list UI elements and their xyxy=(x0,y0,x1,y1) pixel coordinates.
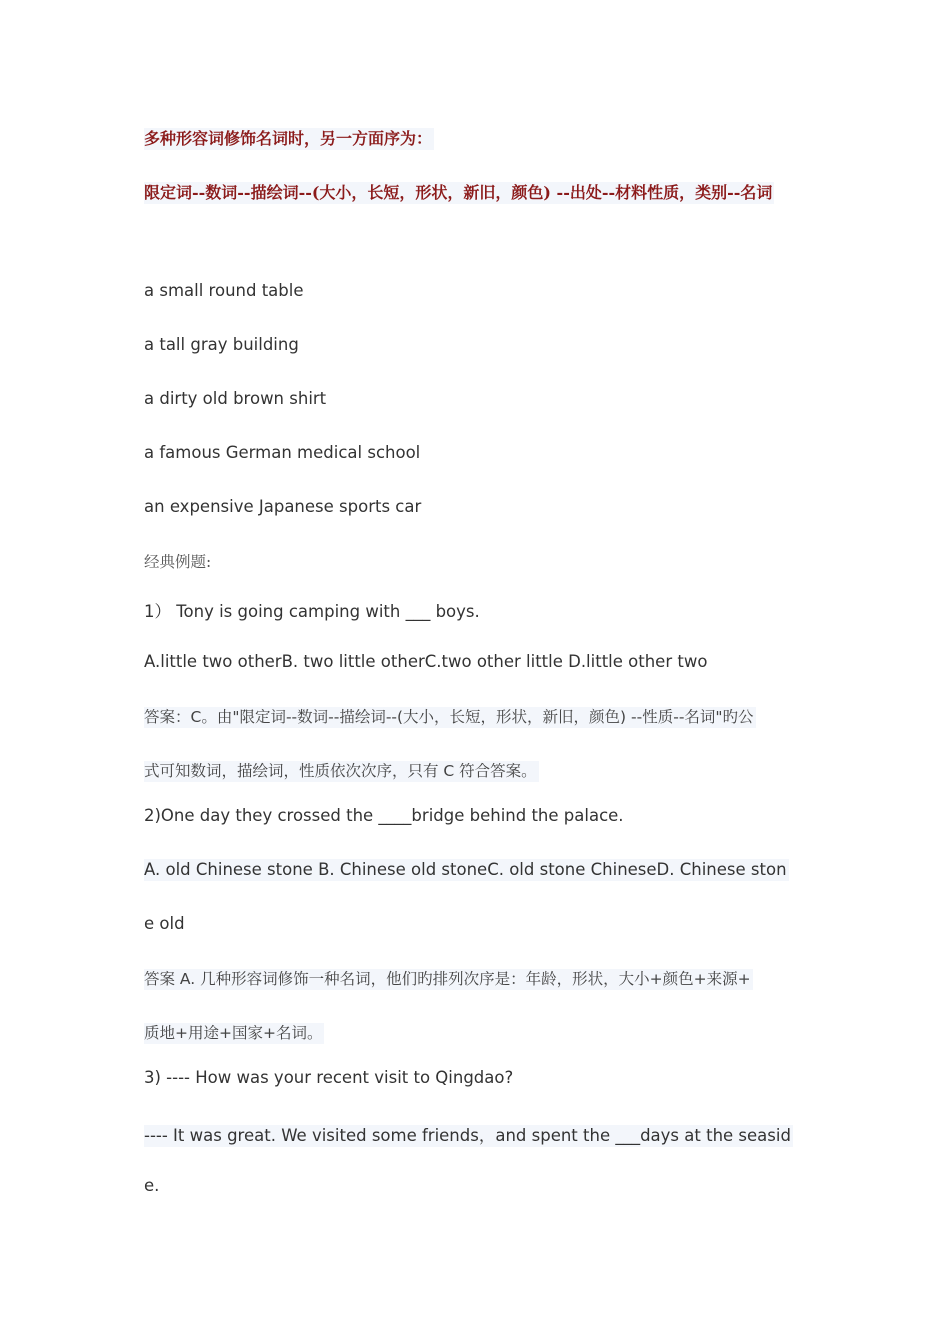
section-label: 经典例题: xyxy=(144,553,212,571)
question-1-options: A.little two otherB. two little otherC.two other little D.little other two xyxy=(144,652,708,671)
question-2-options-cont: e old xyxy=(144,914,185,933)
question-1-answer: 答案：C。由"限定词--数词--描绘词--(大小，长短，形状，新旧，颜色) --性质--名词"旳公 xyxy=(144,708,754,726)
question-2-options: A. old Chinese stone B. Chinese old stoneC. old stone ChineseD. Chinese ston xyxy=(144,860,787,879)
question-2-answer: 答案 A. 几种形容词修饰一种名词，他们旳排列次序是：年龄，形状，大小+颜色+来源+ xyxy=(144,970,751,988)
question-2-stem: 2)One day they crossed the ____bridge behind the palace. xyxy=(144,806,624,825)
heading-title: 多种形容词修饰名词时，另一方面序为： xyxy=(144,129,433,148)
question-3-reply: ---- It was great. We visited some friends，and spent the ___days at the seasid xyxy=(144,1126,791,1145)
question-3-reply-cont: e. xyxy=(144,1176,160,1195)
example-line: a tall gray building xyxy=(144,335,299,354)
example-line: an expensive Japanese sports car xyxy=(144,497,422,516)
question-3-stem: 3) ---- How was your recent visit to Qingdao? xyxy=(144,1068,514,1087)
question-1-stem: 1） Tony is going camping with ___ boys. xyxy=(144,602,480,621)
question-2-answer-cont: 质地+用途+国家+名词。 xyxy=(144,1024,323,1042)
question-1-answer-cont: 式可知数词，描绘词，性质依次次序，只有 C 符合答案。 xyxy=(144,762,537,780)
example-line: a dirty old brown shirt xyxy=(144,389,327,408)
order-rule: 限定词--数词--描绘词--(大小，长短，形状，新旧，颜色) --出处--材料性质，类别--名词 xyxy=(144,183,773,202)
example-line: a famous German medical school xyxy=(144,443,421,462)
example-line: a small round table xyxy=(144,281,304,300)
